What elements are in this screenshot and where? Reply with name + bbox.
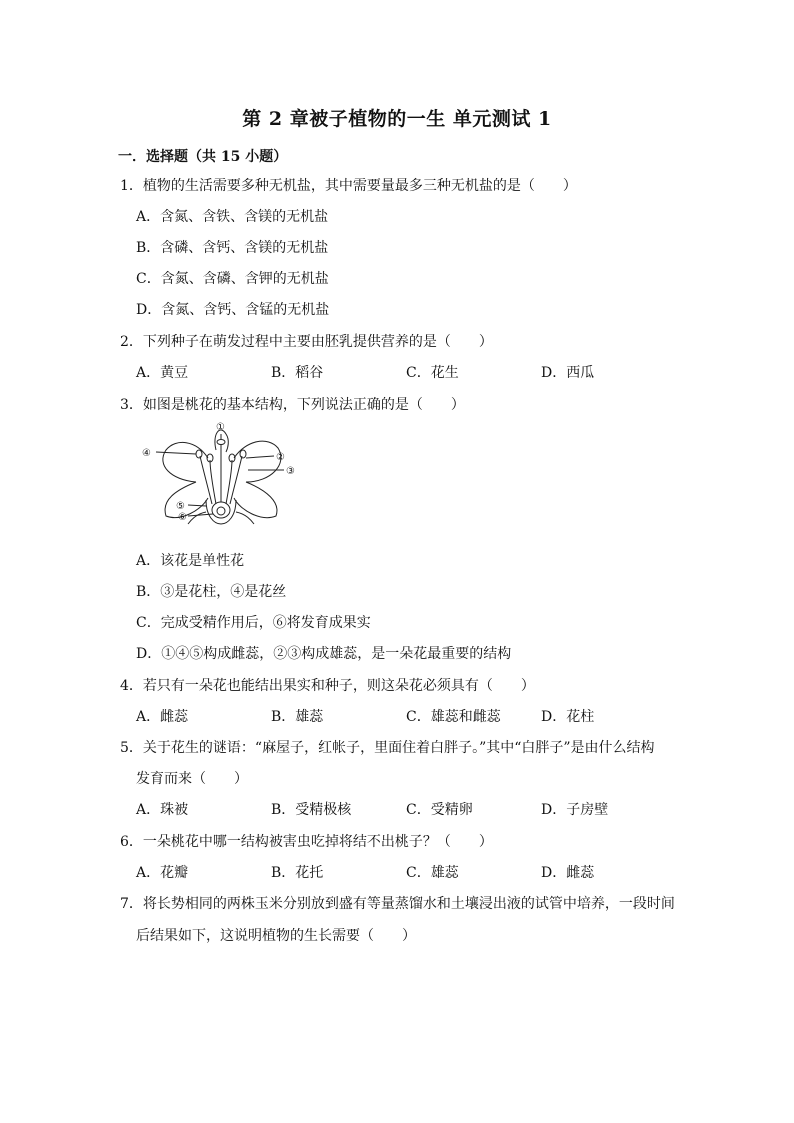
question-1-stem: 1．植物的生活需要多种无机盐，其中需要量最多三种无机盐的是（ ）	[120, 178, 577, 194]
question-1-option-c: C．含氮、含磷、含钾的无机盐	[136, 271, 329, 287]
diagram-label-3: ③	[286, 466, 295, 477]
question-2-option-a: A．黄豆	[136, 365, 189, 381]
question-7-stem-line-2: 后结果如下，这说明植物的生长需要（ ）	[136, 928, 416, 944]
question-4-option-a: A．雌蕊	[136, 709, 189, 725]
diagram-label-5: ⑤	[176, 501, 185, 512]
question-5-option-b: B．受精极核	[271, 802, 352, 818]
question-1-option-b: B．含磷、含钙、含镁的无机盐	[136, 240, 329, 256]
question-6-option-c: C．雄蕊	[406, 865, 459, 881]
question-6-stem: 6．一朵桃花中哪一结构被害虫吃掉将结不出桃子？（ ）	[120, 834, 493, 850]
question-6-option-d: D．雌蕊	[541, 865, 595, 881]
question-3-option-c: C．完成受精作用后，⑥将发育成果实	[136, 615, 371, 631]
question-5-stem-line-1: 5．关于花生的谜语：“麻屋子，红帐子，里面住着白胖子。”其中“白胖子”是由什么结构	[120, 740, 655, 756]
question-5-option-a: A．珠被	[136, 802, 189, 818]
diagram-label-4: ④	[142, 448, 151, 459]
question-5-option-c: C．受精卵	[406, 802, 473, 818]
question-2-option-d: D．西瓜	[541, 365, 595, 381]
diagram-label-6: ⑥	[178, 512, 187, 523]
page-title: 第 2 章被子植物的一生 单元测试 1	[242, 108, 552, 130]
question-5-options	[136, 801, 676, 819]
question-5-option-d: D．子房壁	[541, 802, 609, 818]
question-6-option-b: B．花托	[271, 865, 324, 881]
question-4-options	[136, 708, 676, 726]
question-6-option-a: A．花瓣	[136, 865, 189, 881]
question-1-option-a: A．含氮、含铁、含镁的无机盐	[136, 209, 329, 225]
diagram-label-1: ①	[216, 422, 225, 433]
question-4-stem: 4．若只有一朵花也能结出果实和种子，则这朵花必须具有（ ）	[120, 678, 535, 694]
question-5-stem-line-2: 发育而来（ ）	[136, 771, 248, 787]
question-2-stem: 2．下列种子在萌发过程中主要由胚乳提供营养的是（ ）	[120, 334, 493, 350]
question-2-option-b: B．稻谷	[271, 365, 324, 381]
peach-flower-diagram	[136, 420, 306, 528]
question-1-option-d: D．含氮、含钙、含锰的无机盐	[136, 302, 330, 318]
question-4-option-b: B．雄蕊	[271, 709, 324, 725]
question-6-options	[136, 864, 676, 882]
question-3-option-d: D．①④⑤构成雌蕊，②③构成雄蕊，是一朵花最重要的结构	[136, 646, 512, 662]
question-3-option-a: A．该花是单性花	[136, 553, 245, 569]
question-4-option-d: D．花柱	[541, 709, 595, 725]
diagram-label-2: ②	[276, 452, 285, 463]
question-7-stem-line-1: 7．将长势相同的两株玉米分别放到盛有等量蒸馏水和土壤浸出液的试管中培养，一段时间	[120, 896, 675, 912]
question-2-option-c: C．花生	[406, 365, 459, 381]
question-4-option-c: C．雄蕊和雌蕊	[406, 709, 501, 725]
question-3-stem: 3．如图是桃花的基本结构，下列说法正确的是（ ）	[120, 397, 465, 413]
section-heading: 一．选择题（共 15 小题）	[118, 149, 288, 165]
question-3-option-b: B．③是花柱，④是花丝	[136, 584, 287, 600]
question-2-options	[136, 364, 676, 382]
